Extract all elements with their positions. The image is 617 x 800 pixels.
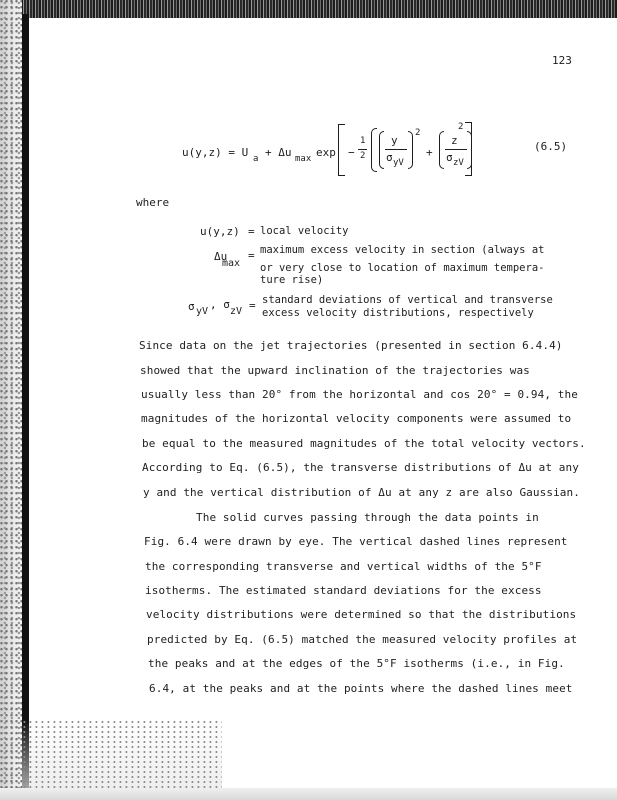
eq-square-1: 2 [415,128,421,138]
eq-half-denominator: 2 [360,151,366,161]
definition-symbol-sigma-z-subscript: zV [230,306,243,317]
body-line: Fig. 6.4 were drawn by eye. The vertical dashed lines represent [144,535,568,548]
eq-y-sigma-subscript: yV [393,158,404,168]
eq-z-numerator: z [451,134,458,147]
body-line: isotherms. The estimated standard deviations for the excess [145,584,542,597]
eq-U-subscript: a [253,154,259,164]
definition-text: ture rise) [260,274,324,286]
eq-inner-bracket-left [371,128,377,172]
definition-text: excess velocity distributions, respectively [262,307,534,319]
eq-lhs: u(y,z) = U [182,146,249,159]
eq-square-2: 2 [458,122,464,132]
eq-paren-y-left [379,131,384,169]
body-line: 6.4, at the peaks and at the points where the dashed lines meet [149,682,573,695]
definition-symbol-du: Δu [214,250,228,263]
definition-symbol-sigma-y-subscript: yV [196,306,209,317]
eq-y-bar [385,149,407,150]
definition-symbol-sigma-z: , σ [210,298,230,311]
scan-border-left [0,0,22,800]
body-line: the corresponding transverse and vertical widths of the 5°F [145,560,542,573]
body-line: showed that the upward inclination of the trajectories was [140,364,530,377]
eq-z-sigma: σ [446,151,453,164]
body-line: The solid curves passing through the data points in [196,511,539,524]
eq-du-subscript: max [295,154,312,164]
definition-text: or very close to location of maximum tempera- [260,262,545,274]
definition-text: maximum excess velocity in section (always at [260,244,545,256]
definition-text: standard deviations of vertical and transverse [262,294,553,306]
eq-y-numerator: y [391,134,398,147]
where-label: where [136,196,170,209]
equation-number: (6.5) [534,140,568,153]
eq-z-bar [445,149,467,150]
definition-text: local velocity [260,225,349,237]
body-line: Since data on the jet trajectories (presented in section 6.4.4) [139,339,563,352]
body-line: be equal to the measured magnitudes of the total velocity vectors. [142,437,586,450]
definition-equals: = [248,249,255,262]
equation-6-5 [182,118,482,178]
definition-symbol-du-subscript: max [222,258,241,269]
eq-paren-y-right [408,131,413,169]
eq-exp: exp [316,146,336,159]
eq-half-bar [358,149,367,150]
definition-symbol-sigma-y: σ [188,300,195,313]
body-line: y and the vertical distribution of Δu at any z are also Gaussian. [143,486,580,499]
eq-y-sigma: σ [386,151,393,164]
body-line: According to Eq. (6.5), the transverse distributions of Δu at any [142,461,579,474]
eq-outer-bracket-right [465,122,472,176]
eq-z-sigma-subscript: zV [453,158,464,168]
scan-border-bottom [0,788,617,800]
definition-symbol-u: u(y,z) [200,225,240,238]
definition-equals: = [248,225,255,238]
eq-minus: − [348,146,355,159]
body-line: the peaks and at the edges of the 5°F isotherms (i.e., in Fig. [148,657,565,670]
eq-outer-bracket-left [338,124,345,176]
body-line: predicted by Eq. (6.5) matched the measured velocity profiles at [147,633,578,646]
body-line: usually less than 20° from the horizontal and cos 20° = 0.94, the [141,388,578,401]
eq-plus-du: + Δu [265,146,292,159]
eq-half-numerator: 1 [360,136,366,146]
definition-equals: = [249,299,256,312]
eq-paren-z-left [439,131,444,169]
scan-border-top [0,0,617,18]
body-line: velocity distributions were determined so that the distributions [146,608,577,621]
eq-plus-2: + [426,146,433,159]
page-number: 123 [552,54,572,67]
scan-binding-shadow [22,14,29,800]
body-line: magnitudes of the horizontal velocity components were assumed to [141,412,572,425]
